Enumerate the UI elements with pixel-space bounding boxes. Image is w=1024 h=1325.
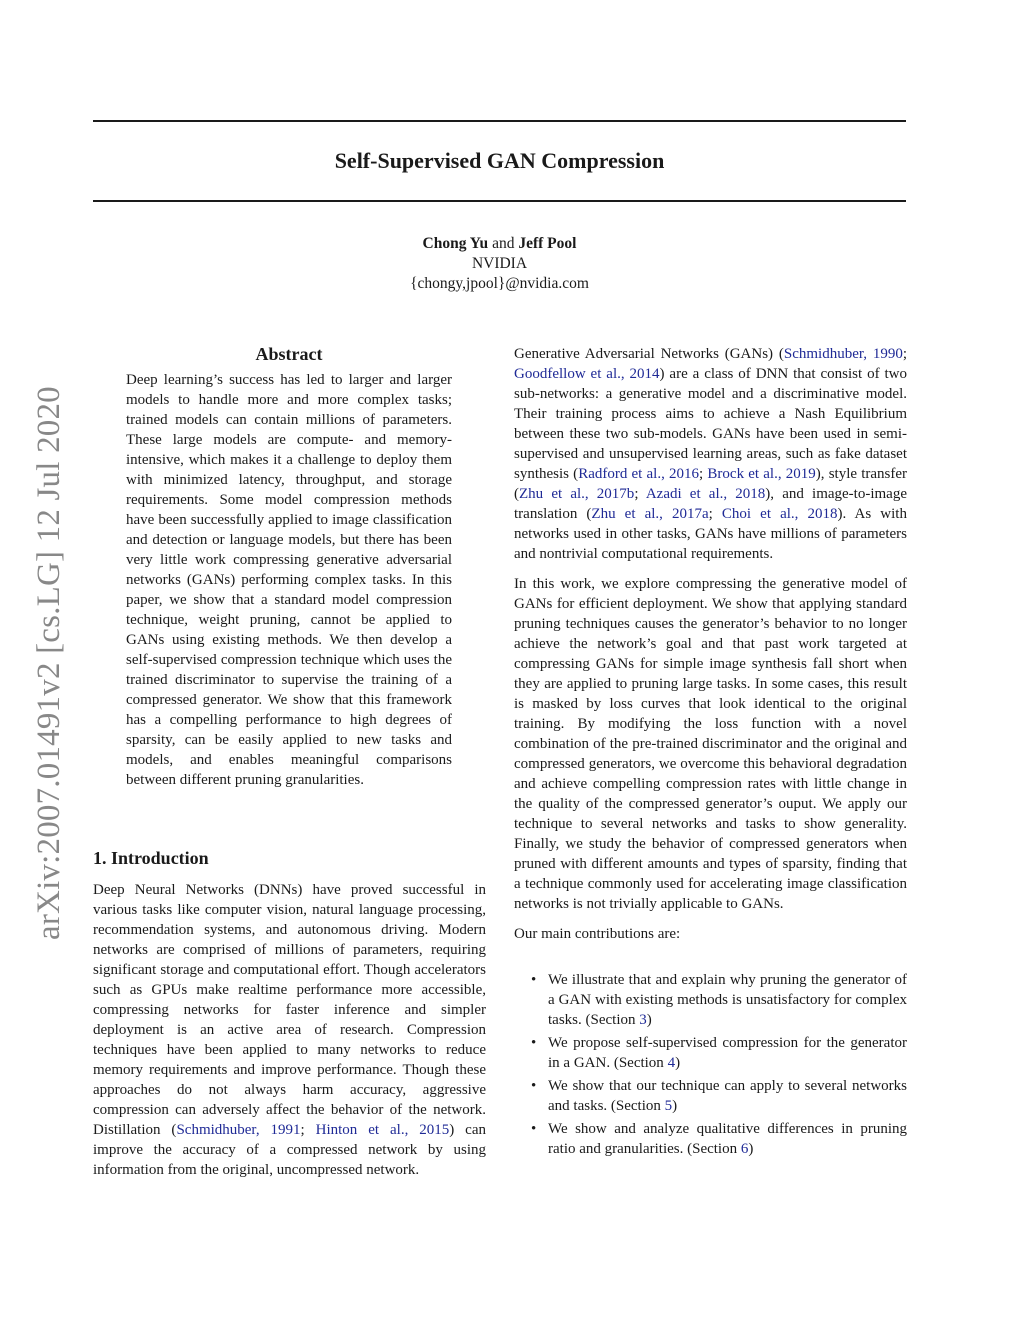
list-item: • We show that our technique can apply to several networks and tasks. (Section 5) xyxy=(531,1078,907,1114)
section-ref-link[interactable]: 4 xyxy=(667,1055,676,1071)
author-1: Chong Yu xyxy=(422,235,489,252)
author-block xyxy=(93,234,906,294)
paper-title: Self-Supervised GAN Compression xyxy=(334,148,665,173)
author-joiner: and xyxy=(492,235,515,252)
intro-paragraph-2: Generative Adversarial Networks (GANs) (Schmidhuber, 1990; Goodfellow et al., 2014) are a class of DNN that consist of two sub-networks: a generative model and a discriminative model. Their training process aims to achieve a Nash Equilibrium between these two sub-models. GANs have been used in semi-supervised and unsupervised learning areas, such as fake dataset synthesis (Radford et al., 2016; Brock et al., 2019), style transfer (Zhu et al., 2017b; Azadi et al., 2018), and image-to-image translation (Zhu et al., 2017a; Choi et al., 2018). As with networks used in other tasks, GANs have millions of parameters and nontrivial computational requirements. xyxy=(514,346,908,562)
contributions-list xyxy=(514,970,907,1159)
list-item: • We illustrate that and explain why pruning the generator of a GAN with existing methods is unsatisfactory for complex tasks. (Section 3) xyxy=(531,972,907,1028)
intro-paragraph-3: In this work, we explore compressing the generative model of GANs for efficient deployment. We show that applying standard pruning techniques causes the generator’s behavior to no longer achieve the network’s goal and that past work targeted at compressing GANs for simple image synthesis fall short when they are applied to pruning large tasks. In some cases, this result is masked by loss curves that look identical to the original training. By modifying the loss function with a novel combination of the pre-trained discriminator and the original and compressed generators, we overcome this behavioral degradation and achieve compelling compression rates with little change in the quality of the compressed generator’s ouput. We apply our technique to several networks and tasks to show generality. Finally, we study the behavior of compressed generators when pruned with different amounts and types of sparsity, finding that a technique commonly used for accelerating image classification networks is not trivially applicable to GANs. xyxy=(514,576,907,912)
citation-link[interactable]: Choi et al., 2018 xyxy=(721,506,838,522)
title-top-rule xyxy=(93,120,906,122)
author-email: {chongy,jpool}@nvidia.com xyxy=(410,275,589,292)
bullet-icon: • xyxy=(531,1121,537,1137)
citation-link[interactable]: Zhu et al., 2017a xyxy=(591,506,709,522)
arxiv-stamp: arXiv:2007.01491v2 [cs.LG] 12 Jul 2020 xyxy=(31,386,67,940)
right-column xyxy=(514,344,907,1162)
bullet-icon: • xyxy=(531,972,537,988)
citation-link[interactable]: Azadi et al., 2018 xyxy=(645,486,766,502)
citation-link[interactable]: Schmidhuber, 1991 xyxy=(176,1122,301,1138)
abstract-heading: Abstract xyxy=(255,344,323,364)
citation-link[interactable]: Zhu et al., 2017b xyxy=(519,486,635,502)
section-ref-link[interactable]: 3 xyxy=(639,1012,647,1028)
intro-paragraph-1: Deep Neural Networks (DNNs) have proved successful in various tasks like computer vision, natural language processing, recommendation systems, and autonomous driving. Modern networks are comprised of millions of parameters, requiring significant storage and computational effort. Though accelerators such as GPUs make realtime performance more accessible, compressing networks for faster inference and simpler deployment is an active area of research. Compression techniques have been applied to many networks to reduce memory requirements and improve performance. Though these approaches do not always harm accuracy, aggressive compression can adversely affect the behavior of the network. Distillation (Schmidhuber, 1991; Hinton et al., 2015) can improve the accuracy of a compressed network by using information from the original, uncompressed network. xyxy=(93,882,486,1178)
citation-link[interactable]: Radford et al., 2016 xyxy=(578,466,700,482)
author-2: Jeff Pool xyxy=(518,235,577,252)
bullet-icon: • xyxy=(531,1078,537,1094)
citation-link[interactable]: Brock et al., 2019 xyxy=(707,466,816,482)
author-names xyxy=(93,234,906,254)
list-item: • We show and analyze qualitative differences in pruning ratio and granularities. (Section 6) xyxy=(531,1121,907,1157)
section-ref-link[interactable]: 5 xyxy=(664,1098,673,1114)
affiliation: NVIDIA xyxy=(471,255,528,272)
title-bottom-rule xyxy=(93,200,906,202)
abstract-body: Deep learning’s success has led to larger and larger models to handle more and more complex tasks; trained models can contain millions of parameters. These large models are compute- and memory-intensive, which makes it a challenge to deploy them with minimized latency, throughput, and storage requirements. Some model compression methods have been successfully applied to image classification and detection or language models, but there has been very little work compressing generative adversarial networks (GANs) performing complex tasks. In this paper, we show that a standard model compression technique, weight pruning, cannot be applied to GANs using existing methods. We then develop a self-supervised compression technique which uses the trained discriminator to supervise the training of a compressed generator. We show that this framework has a compelling performance to high degrees of sparsity, can be easily applied to new tasks and models, and enables meaningful comparisons between different pruning granularities. xyxy=(126,372,452,788)
intro-paragraph-4: Our main contributions are: xyxy=(514,926,681,942)
section-heading-introduction: 1. Introduction xyxy=(93,848,209,868)
citation-link[interactable]: Hinton et al., 2015 xyxy=(315,1122,450,1138)
citation-link[interactable]: Goodfellow et al., 2014 xyxy=(514,366,660,382)
citation-link[interactable]: Schmidhuber, 1990 xyxy=(783,346,903,362)
list-item: • We propose self-supervised compression for the generator in a GAN. (Section 4) xyxy=(531,1035,907,1071)
bullet-icon: • xyxy=(531,1035,537,1051)
section-ref-link[interactable]: 6 xyxy=(740,1141,749,1157)
